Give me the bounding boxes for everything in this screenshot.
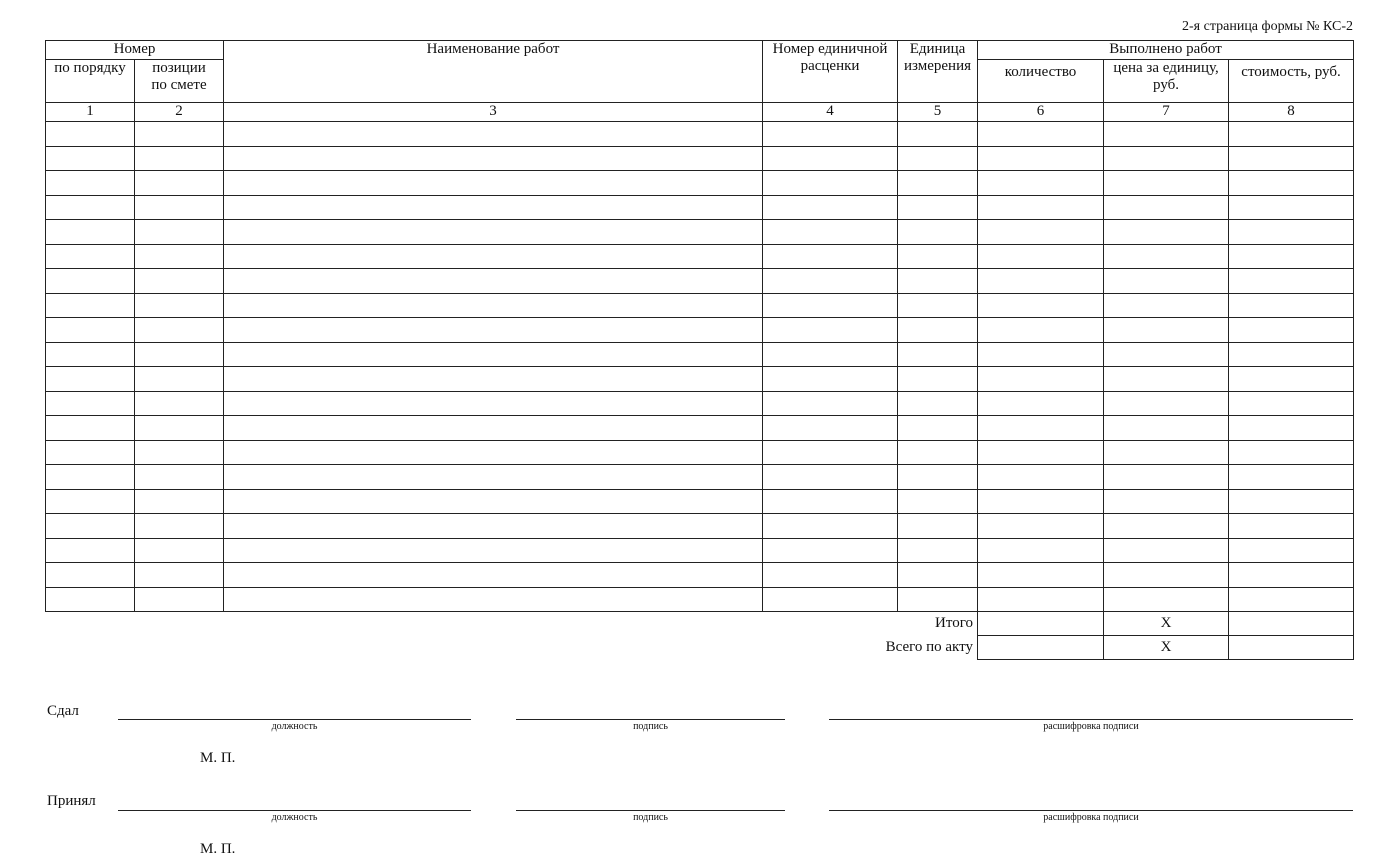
grand-total-row — [46, 636, 1354, 660]
table-row — [46, 416, 1354, 441]
work-name-cell[interactable] — [224, 122, 763, 147]
position-cell[interactable] — [135, 391, 224, 416]
price-cell[interactable] — [1104, 342, 1229, 367]
order-cell[interactable] — [46, 342, 135, 367]
rate-cell[interactable] — [763, 440, 898, 465]
rate-cell[interactable] — [763, 293, 898, 318]
table-row — [46, 146, 1354, 171]
header-order-number: по порядку — [46, 60, 135, 103]
position-cell[interactable] — [135, 342, 224, 367]
work-name-cell[interactable] — [224, 293, 763, 318]
cost-cell[interactable] — [1229, 122, 1354, 147]
position-cell[interactable] — [135, 171, 224, 196]
position-cell[interactable] — [135, 587, 224, 612]
column-number: 4 — [763, 103, 898, 122]
cost-cell[interactable] — [1229, 563, 1354, 588]
order-cell[interactable] — [46, 391, 135, 416]
order-cell[interactable] — [46, 514, 135, 539]
rate-cell[interactable] — [763, 538, 898, 563]
order-cell[interactable] — [46, 220, 135, 245]
price-cell[interactable] — [1104, 538, 1229, 563]
work-name-cell[interactable] — [224, 489, 763, 514]
quantity-cell[interactable] — [978, 514, 1104, 539]
decode-line[interactable] — [829, 810, 1353, 811]
position-cell[interactable] — [135, 489, 224, 514]
unit-cell[interactable] — [898, 293, 978, 318]
price-cell[interactable] — [1104, 367, 1229, 392]
order-cell[interactable] — [46, 244, 135, 269]
position-cell[interactable] — [135, 416, 224, 441]
header-work-done-group: Выполнено работ — [978, 41, 1354, 60]
column-number: 2 — [135, 103, 224, 122]
stamp-place: М. П. — [200, 841, 236, 857]
position-cell[interactable] — [135, 538, 224, 563]
quantity-cell[interactable] — [978, 489, 1104, 514]
table-row — [46, 244, 1354, 269]
order-cell[interactable] — [46, 146, 135, 171]
quantity-cell[interactable] — [978, 563, 1104, 588]
quantity-cell[interactable] — [978, 440, 1104, 465]
order-cell[interactable] — [46, 293, 135, 318]
quantity-cell[interactable] — [978, 171, 1104, 196]
quantity-cell[interactable] — [978, 318, 1104, 343]
position-cell[interactable] — [135, 293, 224, 318]
grand-total-cost-cell[interactable] — [1229, 636, 1354, 660]
unit-cell[interactable] — [898, 391, 978, 416]
price-cell[interactable] — [1104, 563, 1229, 588]
quantity-cell[interactable] — [978, 367, 1104, 392]
unit-cell[interactable] — [898, 514, 978, 539]
table-row — [46, 171, 1354, 196]
price-cell[interactable] — [1104, 391, 1229, 416]
form-page-header: 2-я страница формы № КС-2 — [1182, 19, 1353, 34]
work-name-cell[interactable] — [224, 538, 763, 563]
cost-cell[interactable] — [1229, 440, 1354, 465]
position-cell[interactable] — [135, 367, 224, 392]
position-cell[interactable] — [135, 122, 224, 147]
header-rate-number: Номер единичной расценки — [763, 41, 898, 103]
work-name-cell[interactable] — [224, 146, 763, 171]
total-label: Итого — [935, 615, 974, 632]
rate-cell[interactable] — [763, 195, 898, 220]
position-caption: должность — [271, 721, 318, 732]
work-name-cell[interactable] — [224, 318, 763, 343]
column-number: 6 — [978, 103, 1104, 122]
order-cell[interactable] — [46, 269, 135, 294]
quantity-cell[interactable] — [978, 587, 1104, 612]
price-cell[interactable] — [1104, 318, 1229, 343]
cost-cell[interactable] — [1229, 367, 1354, 392]
order-cell[interactable] — [46, 318, 135, 343]
total-row — [46, 612, 1354, 636]
work-name-cell[interactable] — [224, 171, 763, 196]
unit-cell[interactable] — [898, 244, 978, 269]
total-cost-cell[interactable] — [1229, 612, 1354, 636]
position-cell[interactable] — [135, 146, 224, 171]
rate-cell[interactable] — [763, 367, 898, 392]
rate-cell[interactable] — [763, 587, 898, 612]
header-work-name: Наименование работ — [224, 41, 763, 103]
table-row — [46, 367, 1354, 392]
cost-cell[interactable] — [1229, 220, 1354, 245]
work-name-cell[interactable] — [224, 416, 763, 441]
table-row — [46, 563, 1354, 588]
header-estimate-position: позиции по смете — [135, 60, 224, 103]
grand-total-quantity-cell[interactable] — [978, 636, 1104, 660]
unit-cell[interactable] — [898, 220, 978, 245]
table-row — [46, 489, 1354, 514]
cost-cell[interactable] — [1229, 244, 1354, 269]
column-number: 5 — [898, 103, 978, 122]
work-name-cell[interactable] — [224, 195, 763, 220]
cost-cell[interactable] — [1229, 318, 1354, 343]
price-cell[interactable] — [1104, 514, 1229, 539]
cost-cell[interactable] — [1229, 269, 1354, 294]
quantity-cell[interactable] — [978, 293, 1104, 318]
order-cell[interactable] — [46, 587, 135, 612]
price-cell[interactable] — [1104, 416, 1229, 441]
work-name-cell[interactable] — [224, 244, 763, 269]
rate-cell[interactable] — [763, 318, 898, 343]
quantity-cell[interactable] — [978, 342, 1104, 367]
signature-line[interactable] — [516, 810, 785, 811]
rate-cell[interactable] — [763, 269, 898, 294]
table-row — [46, 538, 1354, 563]
work-name-cell[interactable] — [224, 563, 763, 588]
position-cell[interactable] — [135, 440, 224, 465]
signature-label: Сдал — [47, 703, 79, 719]
table-row — [46, 122, 1354, 147]
table-row — [46, 465, 1354, 490]
table-row — [46, 514, 1354, 539]
rate-cell[interactable] — [763, 416, 898, 441]
signature-label: Принял — [47, 793, 96, 809]
cost-cell[interactable] — [1229, 489, 1354, 514]
cost-cell[interactable] — [1229, 195, 1354, 220]
decode-line[interactable] — [829, 719, 1353, 720]
decode-caption: расшифровка подписи — [1043, 721, 1139, 732]
position-line[interactable] — [118, 719, 471, 720]
cost-cell[interactable] — [1229, 587, 1354, 612]
header-quantity: количество — [978, 60, 1104, 103]
price-cell[interactable] — [1104, 220, 1229, 245]
quantity-cell[interactable] — [978, 195, 1104, 220]
header-unit: Единица измерения — [898, 41, 978, 103]
order-cell[interactable] — [46, 465, 135, 490]
price-cell[interactable] — [1104, 195, 1229, 220]
position-cell[interactable] — [135, 318, 224, 343]
quantity-cell[interactable] — [978, 269, 1104, 294]
position-cell[interactable] — [135, 465, 224, 490]
work-name-cell[interactable] — [224, 514, 763, 539]
cost-cell[interactable] — [1229, 171, 1354, 196]
table-row — [46, 269, 1354, 294]
quantity-cell[interactable] — [978, 244, 1104, 269]
signature-line[interactable] — [516, 719, 785, 720]
quantity-cell[interactable] — [978, 146, 1104, 171]
price-cell[interactable] — [1104, 171, 1229, 196]
grand-total-label: Всего по акту — [885, 639, 974, 655]
signature-caption: подпись — [633, 812, 668, 823]
price-cell[interactable] — [1104, 244, 1229, 269]
cost-cell[interactable] — [1229, 146, 1354, 171]
position-cell[interactable] — [135, 244, 224, 269]
cost-cell[interactable] — [1229, 293, 1354, 318]
rate-cell[interactable] — [763, 563, 898, 588]
rate-cell[interactable] — [763, 342, 898, 367]
unit-cell[interactable] — [898, 563, 978, 588]
position-cell[interactable] — [135, 269, 224, 294]
price-cell[interactable] — [1104, 269, 1229, 294]
column-number: 7 — [1104, 103, 1229, 122]
rate-cell[interactable] — [763, 465, 898, 490]
order-cell[interactable] — [46, 195, 135, 220]
unit-cell[interactable] — [898, 416, 978, 441]
unit-cell[interactable] — [898, 587, 978, 612]
position-cell[interactable] — [135, 514, 224, 539]
price-cell[interactable] — [1104, 489, 1229, 514]
signature-caption: подпись — [633, 721, 668, 732]
position-caption: должность — [271, 812, 318, 823]
cost-cell[interactable] — [1229, 514, 1354, 539]
cost-cell[interactable] — [1229, 342, 1354, 367]
unit-cell[interactable] — [898, 195, 978, 220]
stamp-place: М. П. — [200, 750, 236, 766]
work-name-cell[interactable] — [224, 342, 763, 367]
order-cell[interactable] — [46, 122, 135, 147]
price-cell[interactable] — [1104, 465, 1229, 490]
unit-cell[interactable] — [898, 465, 978, 490]
cost-cell[interactable] — [1229, 416, 1354, 441]
unit-cell[interactable] — [898, 318, 978, 343]
work-name-cell[interactable] — [224, 465, 763, 490]
position-cell[interactable] — [135, 563, 224, 588]
price-cell[interactable] — [1104, 293, 1229, 318]
order-cell[interactable] — [46, 416, 135, 441]
rate-cell[interactable] — [763, 122, 898, 147]
order-cell[interactable] — [46, 538, 135, 563]
column-number: 3 — [224, 103, 763, 122]
price-cell[interactable] — [1104, 587, 1229, 612]
unit-cell[interactable] — [898, 440, 978, 465]
table-row — [46, 195, 1354, 220]
order-cell[interactable] — [46, 171, 135, 196]
works-table — [45, 40, 1354, 660]
table-row — [46, 391, 1354, 416]
rate-cell[interactable] — [763, 171, 898, 196]
table-row — [46, 342, 1354, 367]
cost-cell[interactable] — [1229, 465, 1354, 490]
cost-cell[interactable] — [1229, 391, 1354, 416]
work-name-cell[interactable] — [224, 269, 763, 294]
column-number: 1 — [46, 103, 135, 122]
table-row — [46, 293, 1354, 318]
table-row — [46, 440, 1354, 465]
unit-cell[interactable] — [898, 342, 978, 367]
work-name-cell[interactable] — [224, 220, 763, 245]
column-number: 8 — [1229, 103, 1354, 122]
quantity-cell[interactable] — [978, 538, 1104, 563]
quantity-cell[interactable] — [978, 465, 1104, 490]
cost-cell[interactable] — [1229, 538, 1354, 563]
unit-cell[interactable] — [898, 489, 978, 514]
header-cost: стоимость, руб. — [1229, 60, 1354, 103]
unit-cell[interactable] — [898, 538, 978, 563]
price-cell[interactable] — [1104, 122, 1229, 147]
order-cell[interactable] — [46, 440, 135, 465]
rate-cell[interactable] — [763, 220, 898, 245]
quantity-cell[interactable] — [978, 220, 1104, 245]
rate-cell[interactable] — [763, 489, 898, 514]
rate-cell[interactable] — [763, 146, 898, 171]
table-row — [46, 318, 1354, 343]
quantity-cell[interactable] — [978, 416, 1104, 441]
quantity-cell[interactable] — [978, 391, 1104, 416]
order-cell[interactable] — [46, 563, 135, 588]
position-line[interactable] — [118, 810, 471, 811]
decode-caption: расшифровка подписи — [1043, 812, 1139, 823]
rate-cell[interactable] — [763, 391, 898, 416]
position-cell[interactable] — [135, 195, 224, 220]
total-price-cell: X — [1104, 612, 1229, 636]
work-name-cell[interactable] — [224, 440, 763, 465]
price-cell[interactable] — [1104, 146, 1229, 171]
order-cell[interactable] — [46, 489, 135, 514]
unit-cell[interactable] — [898, 171, 978, 196]
header-row-1 — [46, 41, 1354, 60]
unit-cell[interactable] — [898, 146, 978, 171]
column-number-row — [46, 103, 1354, 122]
quantity-cell[interactable] — [978, 122, 1104, 147]
rate-cell[interactable] — [763, 514, 898, 539]
unit-cell[interactable] — [898, 122, 978, 147]
header-number-group: Номер — [46, 41, 224, 60]
table-row — [46, 587, 1354, 612]
unit-cell[interactable] — [898, 367, 978, 392]
table-row — [46, 220, 1354, 245]
rate-cell[interactable] — [763, 244, 898, 269]
price-cell[interactable] — [1104, 440, 1229, 465]
work-name-cell[interactable] — [224, 367, 763, 392]
total-quantity-cell[interactable] — [978, 612, 1104, 636]
header-unit-price: цена за единицу, руб. — [1104, 60, 1229, 103]
order-cell[interactable] — [46, 367, 135, 392]
work-name-cell[interactable] — [224, 587, 763, 612]
position-cell[interactable] — [135, 220, 224, 245]
unit-cell[interactable] — [898, 269, 978, 294]
work-name-cell[interactable] — [224, 391, 763, 416]
grand-total-price-cell: X — [1104, 636, 1229, 660]
